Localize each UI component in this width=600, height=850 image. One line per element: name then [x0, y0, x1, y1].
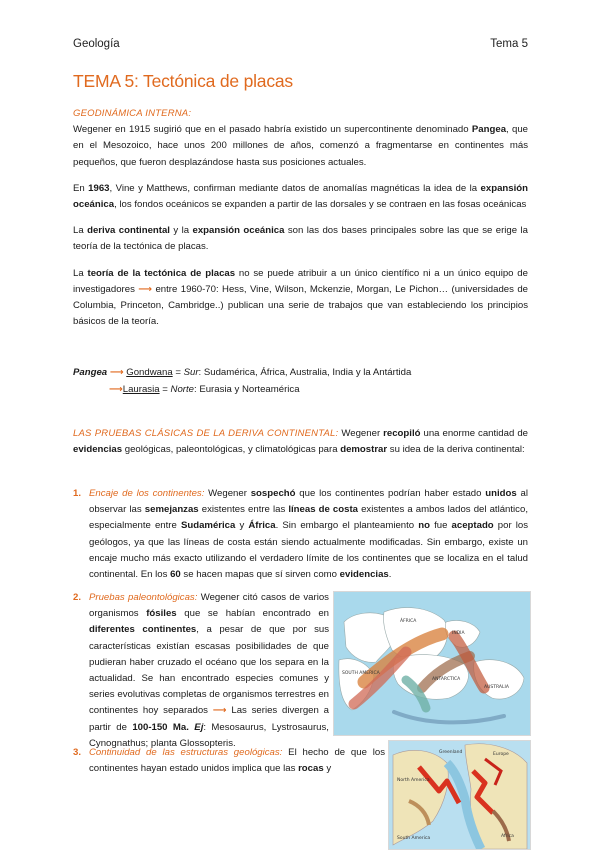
bold-term: semejanzas [144, 504, 199, 516]
text-run: : Eurasia y Norteamérica [193, 384, 300, 395]
text-run: no se puede atribuir a un único científico ni a un único equipo de investigadores [73, 267, 528, 295]
paragraph-bases [73, 223, 528, 255]
list-number: 3. [73, 747, 82, 758]
gondwana-fossil-map [333, 591, 531, 736]
bold-term: deriva continental [87, 225, 170, 237]
bold-term: rocas [298, 763, 324, 775]
sur-label: Sur [183, 367, 199, 378]
paragraph-wegener [73, 122, 528, 171]
landmass-shape [393, 750, 448, 845]
bold-term: 60 [170, 569, 181, 581]
list-number: 1. [73, 488, 82, 499]
bold-term: África [248, 520, 276, 532]
text-run: , Vine y Matthews, confirman mediante datos de anomalías magnéticas la idea de la [109, 182, 481, 194]
text-run: son las dos bases principales sobre las que se erige la teoría de la tectónica de placas. [73, 225, 528, 253]
text-run: = [172, 367, 184, 378]
text-run: : Mesosaurus, Lystrosaurus, Cynognathus; planta Glossopteris. [89, 721, 329, 749]
text-run: La [73, 225, 88, 237]
pangea-line-gondwana [73, 364, 411, 381]
paragraph-vine-matthews [73, 181, 528, 213]
text-run: fue [429, 520, 452, 532]
pangea-label: Pangea [73, 367, 108, 378]
list-item-encaje [73, 486, 529, 583]
map-label: Europe [493, 752, 509, 757]
map-label: Africa [501, 834, 514, 839]
text-run: , que en el Mesozoico, hace unos 200 millones de años, comenzó a fragmentarse en continentes más pequeños, que fueron desplazándose hasta sus posiciones actuales. [73, 124, 529, 168]
fossil-range-band [394, 712, 504, 722]
text-run: , a pesar de que por sus características existían escasas posibilidades de que pudieran haber cruzado el océano que los separa en la actualidad. Se han encontrado especies comunes y series evolutivas completas de organismos terrestres en continentes hoy separados [89, 624, 330, 717]
bold-term: evidencias [339, 569, 389, 581]
geologic-structures-map [388, 740, 531, 850]
bold-term: no [418, 520, 430, 532]
text-run: entre 1960-70: Hess, Vine, Wilson, Mckenzie, Morgan, Le Pichon… (universidades de Columbia, Princeton, Cambridge..) publican una serie de trabajos que van estableciendo los principios básicos de la teoría. [73, 283, 528, 328]
bold-term: Ej [194, 721, 204, 733]
map-label: North America [397, 778, 430, 783]
arrow-icon: ⟶ [212, 705, 227, 717]
bold-term: teoría de la tectónica de placas [87, 267, 236, 279]
text-run: existentes a ambos lados del atlántico, especialmente entre [89, 504, 528, 532]
text-run: y la [169, 225, 193, 237]
map-label: South America [397, 836, 431, 841]
map-label: AUSTRALIA [484, 685, 509, 690]
bold-term: diferentes continentes [89, 624, 197, 636]
text-run: Wegener citó casos de varios organismos [89, 592, 329, 620]
item-title: Continuidad de las estructuras geológicas: [89, 747, 283, 758]
paragraph-teoria [73, 266, 528, 331]
pangea-scheme [73, 364, 411, 398]
bold-term: aceptado [451, 520, 494, 532]
text-run: Wegener [204, 488, 251, 499]
text-run: se hacen mapas que sí sirven como [180, 569, 340, 581]
map-label: ANTARCTICA [432, 677, 461, 682]
map-label: INDIA [452, 631, 465, 636]
text-run: Las series divergen a partir de [89, 705, 329, 733]
bold-term: recopiló [383, 428, 421, 439]
text-run: = [159, 384, 171, 395]
text-run: . [388, 569, 392, 581]
map-illustration [389, 741, 530, 849]
bold-term: evidencias [73, 444, 123, 456]
text-run: , los fondos oceánicos se expanden a partir de las dorsales y se contraen en las fosas oceánicas [114, 199, 527, 211]
bold-term: expansión oceánica [192, 225, 285, 237]
text-run: geológicas, paleontológicas, y climatológicas para [122, 444, 341, 456]
map-label: SOUTH AMERICA [342, 671, 380, 676]
item-title: Encaje de los continentes: [89, 488, 205, 499]
text-run: una enorme cantidad de [420, 428, 528, 439]
laurasia-label: Laurasia [122, 384, 160, 395]
section-pruebas [73, 426, 528, 458]
text-run: al observar las [89, 488, 528, 516]
arrow-icon: ⟶ [138, 283, 153, 295]
text-run: . Sin embargo el planteamiento [275, 520, 419, 532]
page-title: TEMA 5: Tectónica de placas [73, 71, 293, 91]
section-heading: LAS PRUEBAS CLÁSICAS DE LA DERIVA CONTINENTAL: [73, 428, 339, 439]
list-item-paleontologicas [73, 590, 330, 752]
text-run: Wegener [338, 428, 384, 439]
norte-label: Norte [170, 384, 194, 395]
list-number: 2. [73, 592, 82, 603]
text-run: La [73, 267, 88, 279]
text-run: El hecho de que los continentes hayan estado unidos implica que las [89, 747, 385, 775]
pangea-line-laurasia [73, 381, 411, 398]
bold-term: fósiles [146, 608, 177, 620]
bold-term: expansión oceánica [73, 182, 528, 211]
paragraph-pruebas-intro [73, 426, 528, 458]
text-run: y [235, 520, 249, 532]
text-run: Wegener en 1915 sugirió que en el pasado habría existido un supercontinente denominado [73, 124, 472, 136]
section-geodinamica [73, 106, 528, 330]
header-subject: Geología [73, 38, 120, 50]
text-run: y [323, 763, 332, 775]
bold-term: demostrar [340, 444, 388, 456]
bold-term: 1963 [88, 182, 110, 194]
map-label: ÁFRICA [400, 619, 417, 624]
bold-term: sospechó [250, 488, 296, 499]
section-heading: GEODINÁMICA INTERNA: [73, 108, 192, 119]
header-topic: Tema 5 [490, 38, 528, 50]
list-item-estructuras [73, 745, 385, 777]
bold-term: Pangea [471, 124, 507, 136]
text-run: su idea de la deriva continental: [387, 444, 525, 456]
map-label: Greenland [439, 750, 463, 755]
bold-term: líneas de costa [288, 504, 358, 516]
bold-term: 100-150 Ma. [132, 721, 189, 733]
gondwana-label: Gondwana [126, 367, 173, 378]
text-run: existentes entre las [198, 504, 289, 516]
arrow-icon: ⟶ [109, 384, 123, 395]
text-run: En [73, 182, 89, 194]
item-title: Pruebas paleontológicas: [89, 592, 198, 603]
text-run: : Sudamérica, África, Australia, India y la Antártida [198, 367, 412, 378]
bold-term: unidos [485, 488, 517, 499]
map-illustration [334, 592, 530, 735]
text-run: por los geólogos, ya que las líneas de costa están siendo actualmente modificadas. Sin embargo, existe un encaje mucho más exacto utilizando el verdadero límite de los continentes que se localiza en el talud continental. En los [89, 520, 529, 581]
text-run: que se habían encontrado en [176, 608, 329, 620]
bold-term: Sudamérica [180, 520, 236, 532]
arrow-icon: ⟶ [109, 367, 124, 378]
text-run: que los continentes podrían haber estado [295, 488, 486, 499]
